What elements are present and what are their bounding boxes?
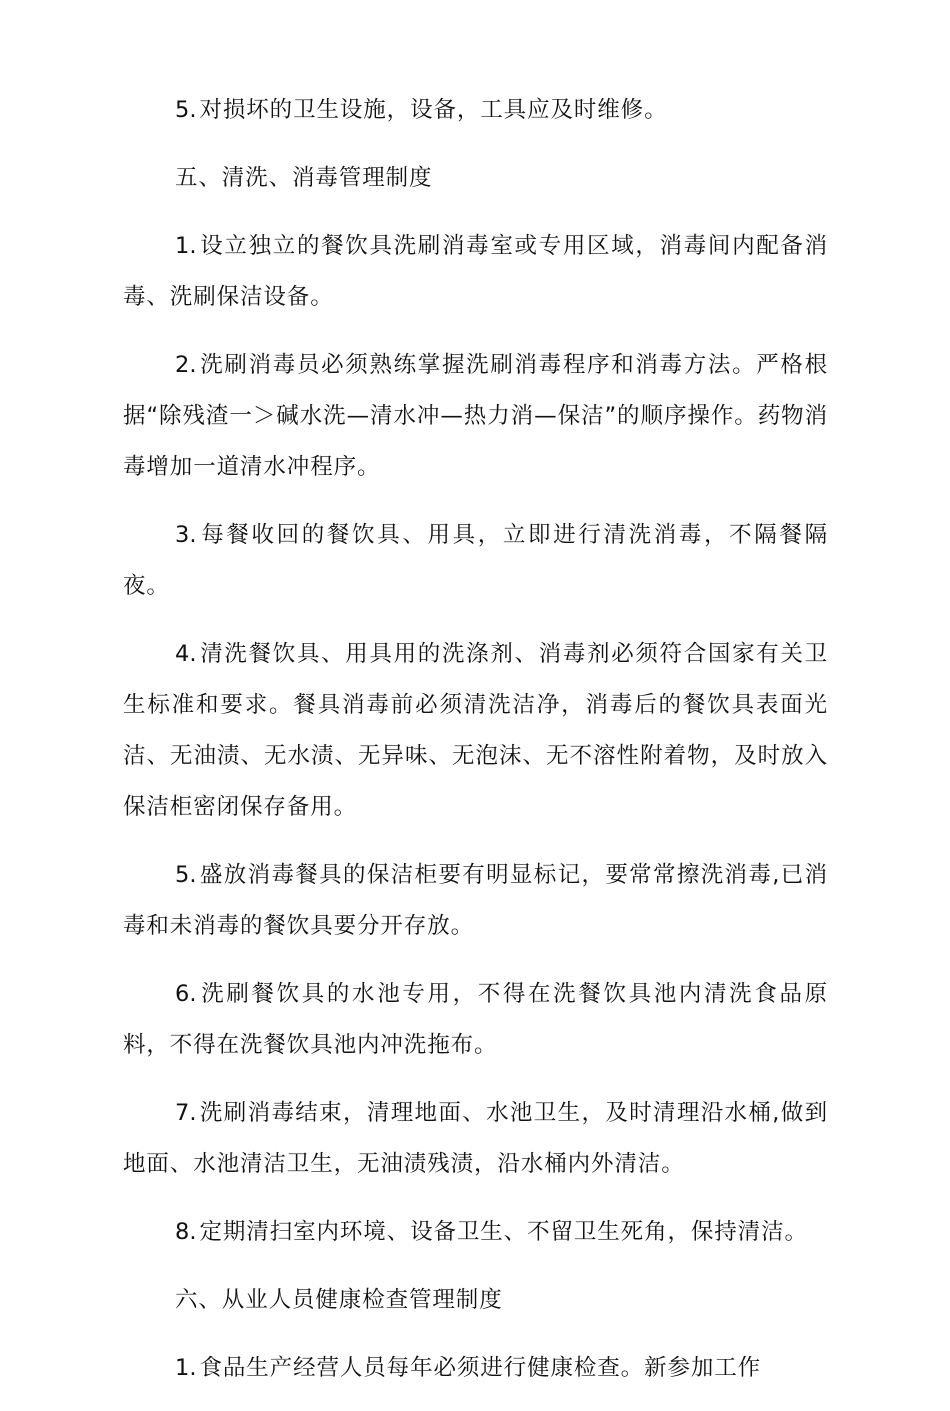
item-number: 6. [175,981,197,1007]
item-text: 食品生产经营人员每年必须进行健康检查。新参加工作 [199,1355,762,1381]
item-text: 盛放消毒餐具的保洁柜要有明显标记，要常常擦洗消毒,已消毒和未消毒的餐饮具要分开存放。 [123,862,828,939]
item-number: 1. [175,233,197,259]
item-text: 洗刷消毒员必须熟练掌握洗刷消毒程序和消毒方法。严格根据“除残渣一＞碱水洗—清水冲—热力消—保洁”的顺序操作。药物消毒增加一道清水冲程序。 [123,352,828,480]
item-8-sweeping [123,1207,828,1258]
item-1-annual-check [123,1343,828,1394]
item-number: 7. [175,1100,197,1126]
item-number: 4. [175,641,197,667]
item-5-repair [123,85,828,136]
item-number: 5. [175,97,197,123]
item-text: 对损坏的卫生设施，设备，工具应及时维修。 [199,97,668,123]
section-heading-health-check: 六、从业人员健康检查管理制度 [175,1287,503,1313]
item-number: 8. [175,1219,197,1245]
item-5-cabinet [123,850,828,952]
item-4-detergents [123,629,828,833]
item-text: 洗刷消毒结束，清理地面、水池卫生，及时清理沿水桶,做到地面、水池清洁卫生，无油渍残渍，沿水桶内外清洁。 [123,1100,828,1177]
item-number: 5. [175,862,197,888]
item-text: 定期清扫室内环境、设备卫生、不留卫生死角，保持清洁。 [199,1219,808,1245]
item-1-disinfection-room [123,221,828,323]
item-3-each-meal [123,510,828,612]
document-body [123,85,828,1411]
item-6-sink [123,969,828,1071]
item-text: 每餐收回的餐饮具、用具，立即进行清洗消毒，不隔餐隔夜。 [123,522,828,599]
item-text: 清洗餐饮具、用具用的洗涤剂、消毒剂必须符合国家有关卫生标准和要求。餐具消毒前必须清洗洁净，消毒后的餐饮具表面光洁、无油渍、无水渍、无异味、无泡沫、无不溶性附着物，及时放入保洁柜密闭保存备用。 [123,641,828,820]
item-text: 设立独立的餐饮具洗刷消毒室或专用区域，消毒间内配备消毒、洗刷保洁设备。 [123,233,828,310]
section-heading-cleaning: 五、清洗、消毒管理制度 [175,165,433,191]
item-text: 洗刷餐饮具的水池专用，不得在洗餐饮具池内清洗食品原料，不得在洗餐饮具池内冲洗拖布。 [123,981,828,1058]
item-7-cleanup [123,1088,828,1190]
item-number: 1. [175,1355,197,1381]
item-number: 2. [175,352,197,378]
item-2-procedure [123,340,828,493]
item-number: 3. [175,522,197,548]
